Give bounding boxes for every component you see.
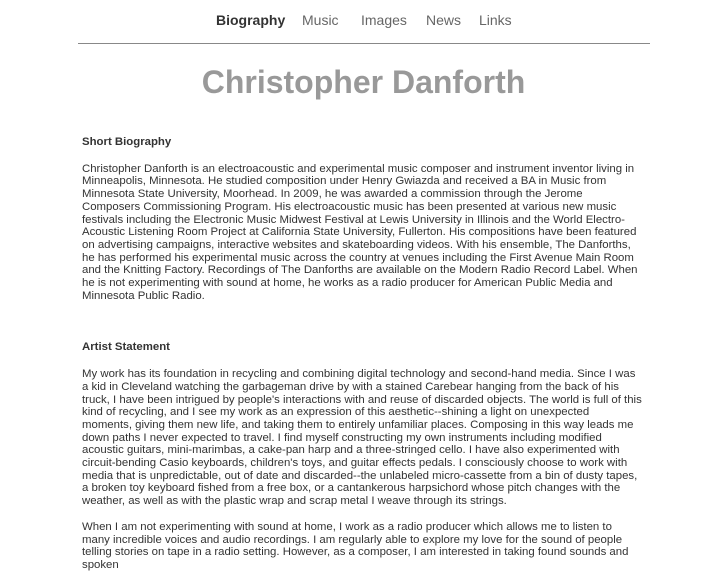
statement-paragraph: When I am not experimenting with sound at home, I work as a radio producer which allows me to listen to many incredible voices and audio recordings. I am regularly able to explore my love for the sound of people telling stories on tape in a radio setting. However, as a composer, I am interested in taking found sounds and spoken [82,520,629,571]
biography-heading: Short Biography [82,136,172,148]
section-spacer [82,315,642,341]
statement-paragraph: My work has its foundation in recycling and combining digital technology and second-hand media. Since I was a kid in Cleveland watching the garbageman drive by with a stained Carebear hanging from the back of his truck, I have been intrigued by people's interactions with and reuse of discarded objects. The world is full of this kind of recycling, and I see my work as an expression of this aesthetic--shining a light on unexpected moments, giving them new life, and taking them to entirely unfamiliar places. Composing in this way leads me down paths I never expected to travel. I find myself constructing my own instruments including modified acoustic guitars, mini-marimbas, a cake-pan harp and a three-stringed cello. I have also experimented with circuit-bending Casio keyboards, children's toys, and guitar effects pedals. I consciously choose to work with media that is unpredictable, out of date and discarded--the unlabeled micro-cassette from a bin of dusty tapes, a broken toy keyboard fished from a free box, or a cantankerous harpsichord whose pitch changes with the weather, as well as with the plastic wrap and scrap metal I weave through its strings. [82,368,642,508]
statement-heading: Artist Statement [82,341,170,354]
top-navigation [0,12,727,32]
nav-item-images[interactable]: Images [361,12,407,28]
nav-item-news[interactable]: News [426,12,462,28]
biography-text: Christopher Danforth is an electroacoustic and experimental music composer and instrument inventor living in Minneapolis, Minnesota. He studied composition under Henry Gwiazda and received a BA in Music from Minnesota State University, Moorhead. In 2009, he was awarded a commission through the Jerome Composers Commissioning Program. His electroacoustic music has been presented at various new music festivals including the Electronic Music Midwest Festival at Lewis University in Illinois and the World Electro-Acoustic Listening Room Project at California State University, Fullerton. His compositions have been featured on advertising campaigns, interactive websites and skateboarding videos. With his ensemble, The Danforths, he has performed his experimental music across the country at venues including the First Avenue Main Room and the Knitting Factory. Recordings of The Danforths are available on the Modern Radio Record Label. When he is not experimenting with sound at home, he works as a radio producer for American Public Media and Minnesota Public Radio. [82,162,638,302]
nav-divider [78,43,650,44]
nav-item-biography[interactable]: Biography [216,12,286,28]
main-content [82,136,642,585]
nav-item-links[interactable]: Links [479,12,512,28]
page-title: Christopher Danforth [201,64,526,100]
nav-item-music[interactable]: Music [302,12,339,28]
